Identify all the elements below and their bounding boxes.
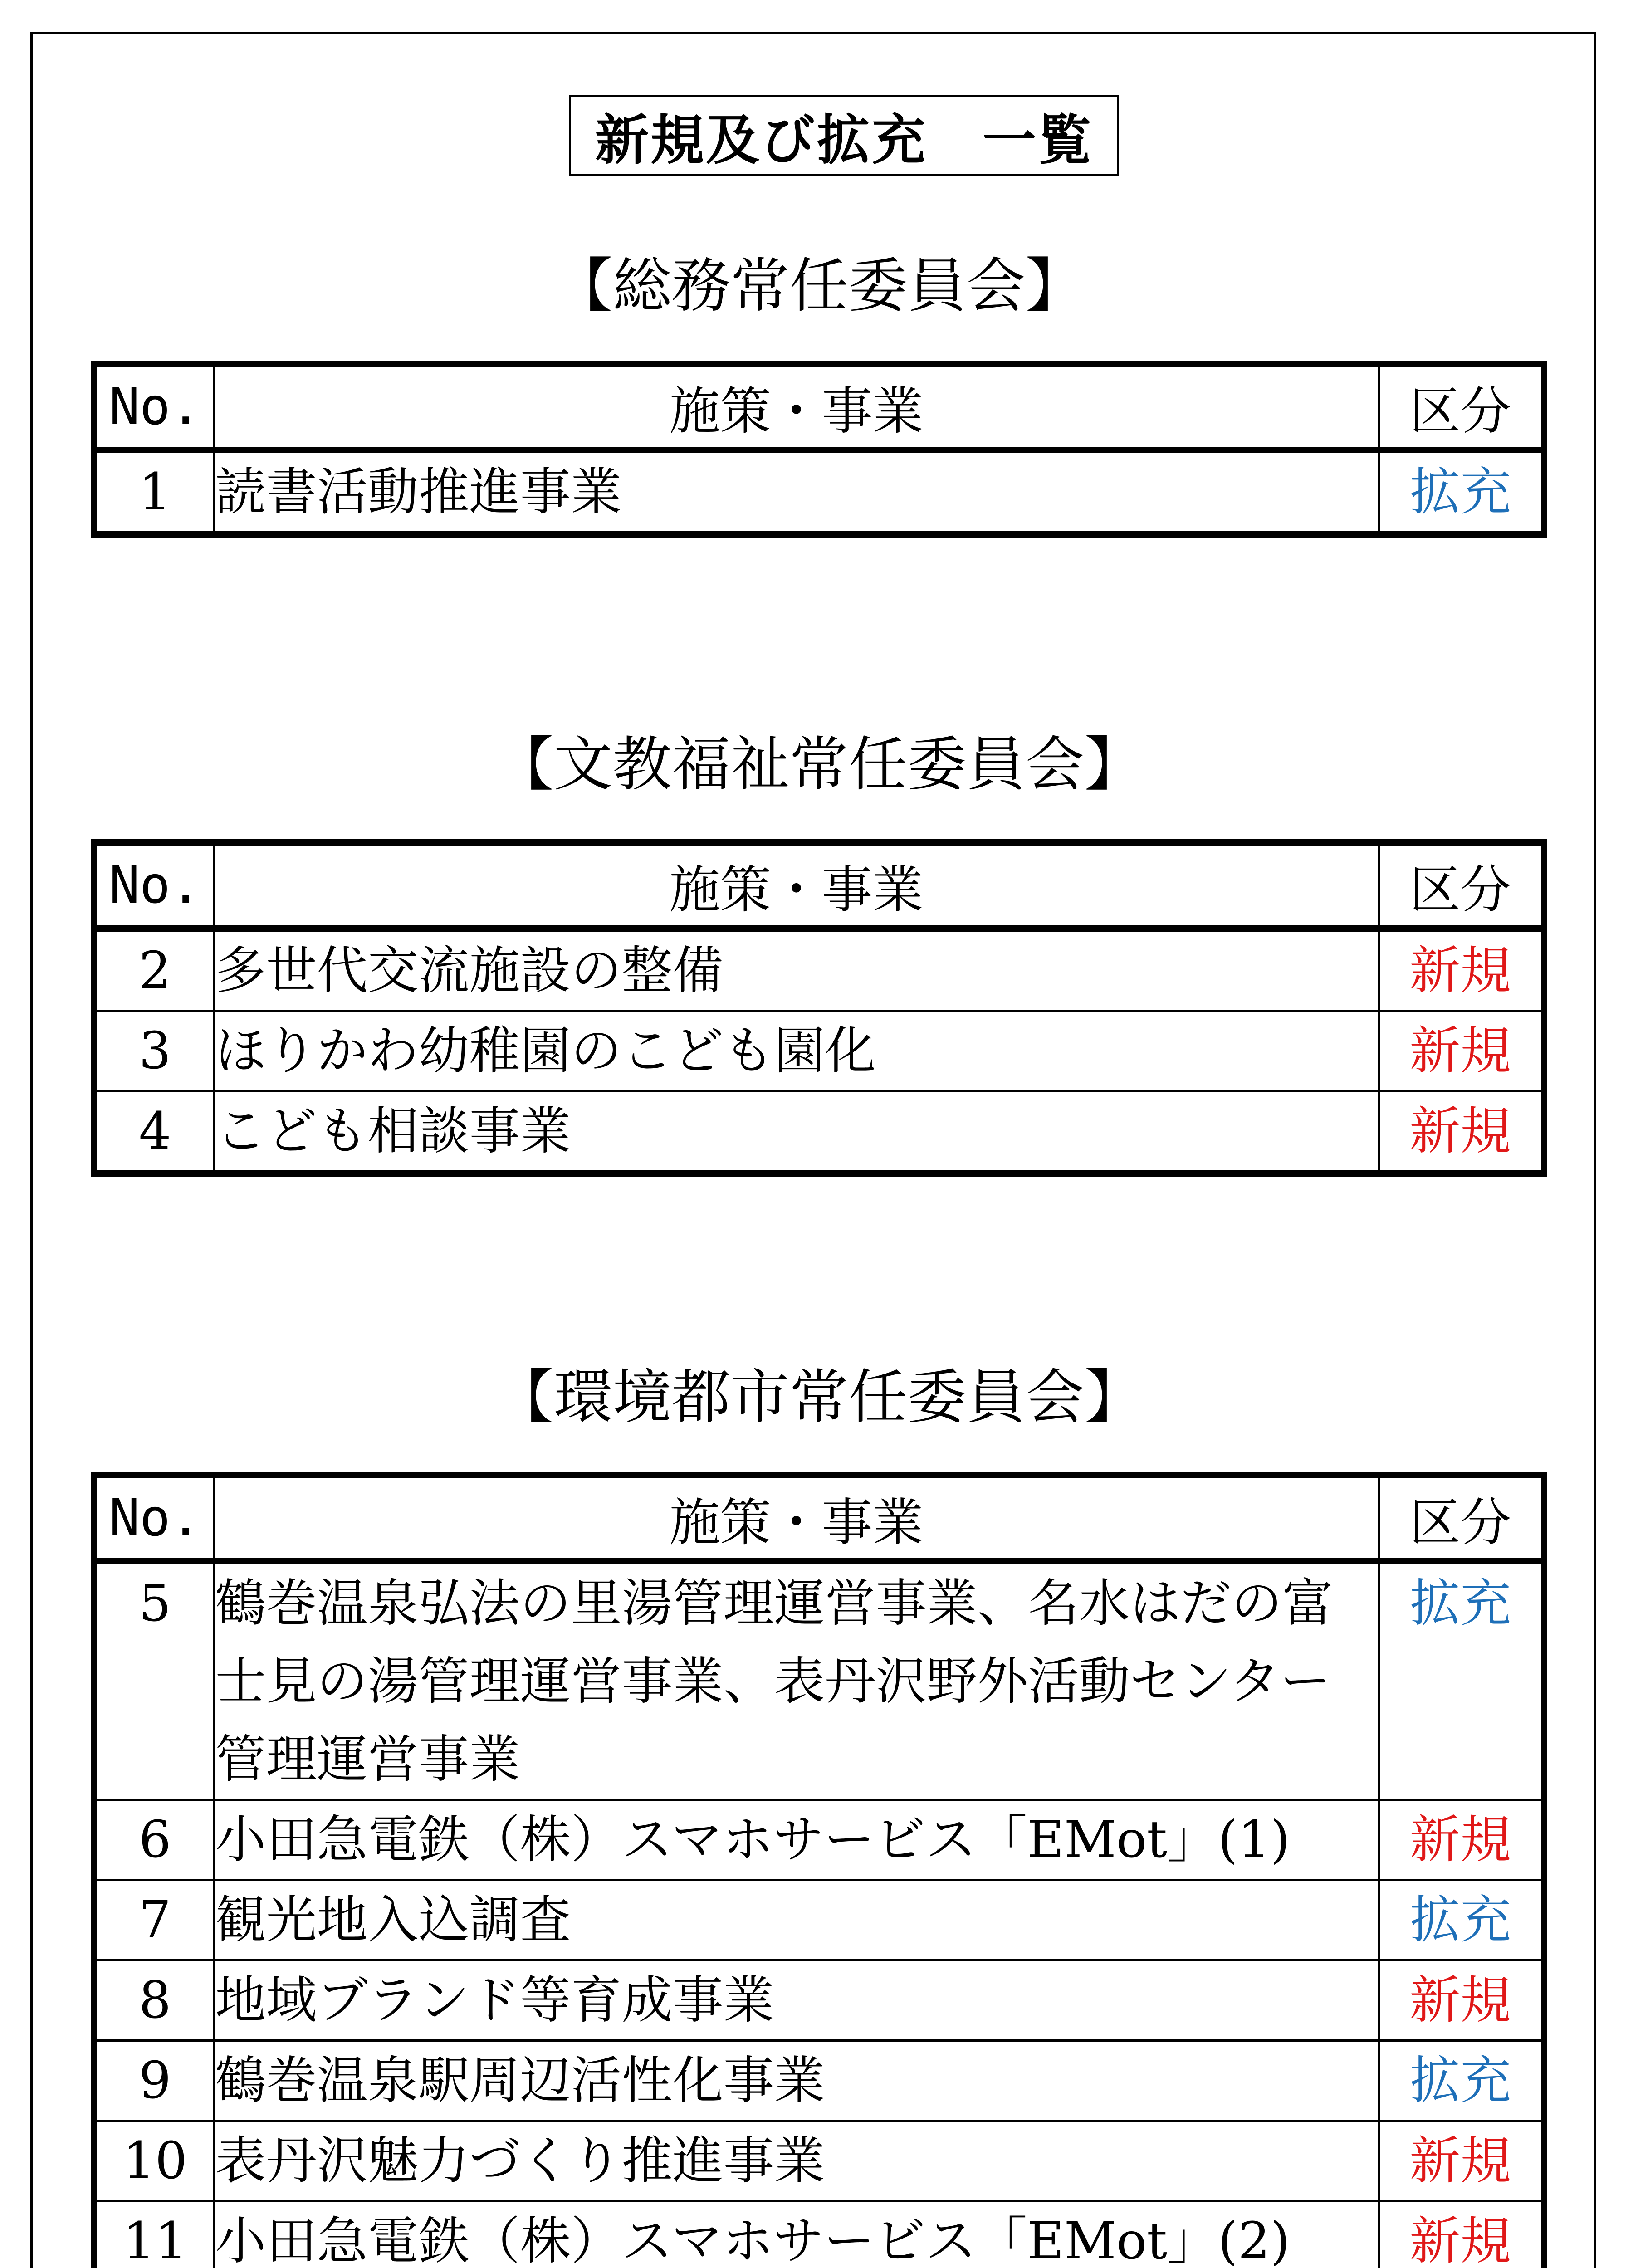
row-category: 新規 [1379,2121,1544,2201]
header-no: No. [94,1475,214,1561]
table-row [94,2121,1544,2201]
row-project: 表丹沢魅力づくり推進事業 [214,2121,1379,2201]
table-row [94,1800,1544,1880]
header-category: 区分 [1379,1475,1544,1561]
row-no: 3 [94,1011,214,1091]
document-title: 新規及び拡充 一覧 [569,95,1119,176]
header-no: No. [94,364,214,450]
row-category: 新規 [1379,1091,1544,1174]
table-row [94,929,1544,1011]
row-project: こども相談事業 [214,1091,1379,1174]
row-category: 新規 [1379,929,1544,1011]
row-project: 多世代交流施設の整備 [214,929,1379,1011]
header-project: 施策・事業 [214,842,1379,929]
row-category: 新規 [1379,1960,1544,2041]
header-project: 施策・事業 [214,1475,1379,1561]
table-general-affairs [91,361,1547,538]
table-education-welfare [91,839,1547,1177]
table-row [94,450,1544,534]
header-project: 施策・事業 [214,364,1379,450]
row-project: 地域ブランド等育成事業 [214,1960,1379,2041]
section-heading-general-affairs: 【総務常任委員会】 [553,251,1085,320]
table-row [94,2041,1544,2121]
header-no: No. [94,842,214,929]
row-no: 8 [94,1960,214,2041]
row-no: 7 [94,1880,214,1960]
row-project: 小田急電鉄（株）スマホサービス「EMot」(1) [214,1800,1379,1880]
table-row [94,1561,1544,1800]
table-header-row [94,364,1544,450]
row-category: 拡充 [1379,450,1544,534]
section-heading-education-welfare: 【文教福祉常任委員会】 [494,730,1144,799]
row-no: 11 [94,2201,214,2268]
row-no: 1 [94,450,214,534]
table-row [94,1880,1544,1960]
row-no: 10 [94,2121,214,2201]
row-project: 鶴巻温泉弘法の里湯管理運営事業、名水はだの富士見の湯管理運営事業、表丹沢野外活動センター管理運営事業 [214,1561,1379,1800]
row-category: 拡充 [1379,1561,1544,1800]
header-category: 区分 [1379,842,1544,929]
row-project: 小田急電鉄（株）スマホサービス「EMot」(2) [214,2201,1379,2268]
row-category: 拡充 [1379,1880,1544,1960]
row-no: 4 [94,1091,214,1174]
row-category: 拡充 [1379,2041,1544,2121]
row-no: 6 [94,1800,214,1880]
table-row [94,1091,1544,1174]
row-category: 新規 [1379,1011,1544,1091]
row-no: 2 [94,929,214,1011]
row-project: ほりかわ幼稚園のこども園化 [214,1011,1379,1091]
table-environment-urban [91,1472,1547,2268]
row-project: 読書活動推進事業 [214,450,1379,534]
row-project: 観光地入込調査 [214,1880,1379,1960]
section-heading-environment-urban: 【環境都市常任委員会】 [494,1363,1144,1432]
table-header-row [94,1475,1544,1561]
row-category: 新規 [1379,1800,1544,1880]
table-header-row [94,842,1544,929]
row-project: 鶴巻温泉駅周辺活性化事業 [214,2041,1379,2121]
table-row [94,1960,1544,2041]
row-category: 新規 [1379,2201,1544,2268]
row-no: 9 [94,2041,214,2121]
row-no: 5 [94,1561,214,1800]
table-row [94,2201,1544,2268]
table-row [94,1011,1544,1091]
header-category: 区分 [1379,364,1544,450]
